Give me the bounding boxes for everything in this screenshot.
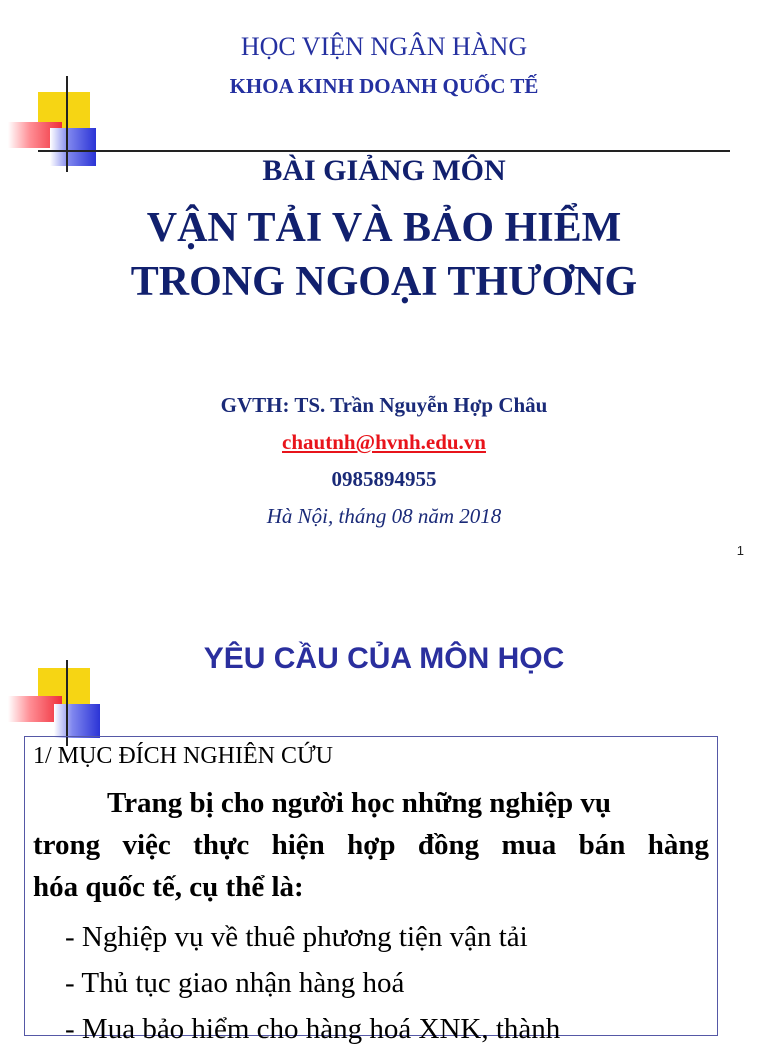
bullet-item: - Mua bảo hiểm cho hàng hoá XNK, thành (65, 1013, 561, 1045)
institution-name: HỌC VIỆN NGÂN HÀNG (240, 32, 528, 61)
bullet-item: - Nghiệp vụ về thuê phương tiện vận tải (65, 921, 528, 953)
course-title-line-2: TRONG NGOẠI THƯƠNG (130, 259, 638, 305)
place-date: Hà Nội, tháng 08 năm 2018 (266, 504, 502, 528)
intro-line-1: Trang bị cho người học những nghiệp vụ (107, 787, 612, 819)
page-number: 1 (736, 543, 744, 558)
section-heading: 1/ MỤC ĐÍCH NGHIÊN CỨU (33, 743, 333, 769)
course-title-line-1: VẬN TẢI VÀ BẢO HIỂM (146, 205, 622, 251)
intro-line-2: trong việc thực hiện hợp đồng mua bán hàng (33, 829, 709, 861)
lecture-label: BÀI GIẢNG MÔN (262, 154, 506, 187)
email-link[interactable]: chautnh@hvnh.edu.vn (282, 430, 486, 454)
blue-block (54, 704, 100, 738)
slide-2 (0, 590, 768, 1045)
email-row (0, 430, 768, 455)
horizontal-rule (38, 150, 730, 152)
lecturer-name: GVTH: TS. Trần Nguyễn Hợp Châu (220, 393, 548, 417)
intro-line-3: hóa quốc tế, cụ thể là: (33, 871, 304, 903)
slide-title: YÊU CẦU CỦA MÔN HỌC (203, 642, 565, 675)
bullet-item: - Thủ tục giao nhận hàng hoá (65, 967, 405, 999)
content-box (24, 736, 718, 1045)
faculty-name: KHOA KINH DOANH QUỐC TẾ (229, 74, 539, 98)
phone-number: 0985894955 (331, 467, 437, 491)
